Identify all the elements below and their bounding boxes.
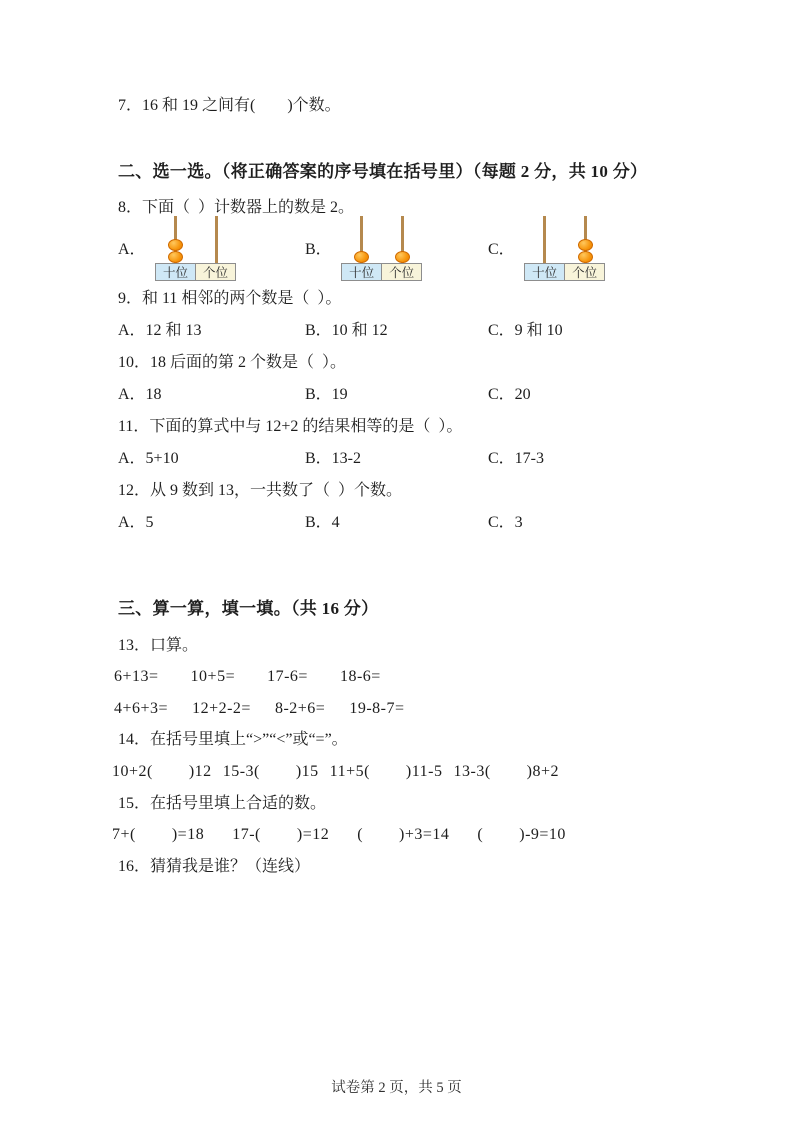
abacus-counter [524,216,606,281]
math-item: 18-6= [339,668,381,685]
counter-labels [155,263,236,281]
counter-rod [174,216,177,263]
math-item: 17-( )=12 [232,826,330,843]
question-13: 13．口算。 [118,637,199,654]
counter-rod [543,216,546,263]
question-8-counters [118,216,738,281]
abacus-counter [155,216,237,281]
question-15-line [112,825,566,845]
counter-letter: A． [118,241,146,258]
place-label-tens: 十位 [341,263,382,281]
math-item: 6+13= [114,668,159,685]
math-item: 10+2( )12 [112,763,212,780]
option: A．5+10 [118,450,179,467]
question-12: 12．从 9 数到 13，一共数了（ ）个数。 [118,482,403,499]
counter-bead [578,239,593,251]
question-15: 15．在括号里填上合适的数。 [118,795,327,812]
option: B．13-2 [305,450,362,467]
counter-rods [524,216,606,263]
place-label-tens: 十位 [155,263,196,281]
question-9: 9．和 11 相邻的两个数是（ ）。 [118,290,342,307]
counter-letter: C． [488,241,515,258]
place-label-ones: 个位 [564,263,605,281]
question-10-options [118,385,738,405]
question-10: 10．18 后面的第 2 个数是（ ）。 [118,354,347,371]
math-item: 12+2-2= [192,700,251,717]
counter-bead [168,251,183,263]
counter-labels [524,263,605,281]
question-12-options [118,513,738,533]
question-14-line [112,762,559,782]
math-item: 10+5= [190,668,236,685]
counter-bead [354,251,369,263]
place-label-ones: 个位 [195,263,236,281]
counter-option-c [488,216,738,281]
counter-rods [155,216,237,263]
counter-labels [341,263,422,281]
question-11: 11．下面的算式中与 12+2 的结果相等的是（ ）。 [118,418,463,435]
question-8: 8．下面（ ）计数器上的数是 2。 [118,199,355,216]
math-item: 7+( )=18 [112,826,205,843]
math-item: 11+5( )11-5 [329,763,443,780]
page-footer: 试卷第 2 页，共 5 页 [331,1080,462,1096]
option: B．19 [305,386,348,403]
counter-letter: B． [305,241,332,258]
section-3-title: 三、算一算，填一填。（共 16 分） [118,599,379,618]
option: C．20 [488,386,531,403]
question-13-line-1 [114,667,381,687]
math-item: 4+6+3= [114,700,169,717]
place-label-tens: 十位 [524,263,565,281]
abacus-counter [341,216,423,281]
math-item: 17-6= [267,668,308,685]
math-item: 19-8-7= [349,700,405,717]
counter-bead [395,251,410,263]
math-item: 15-3( )15 [222,763,319,780]
question-11-options [118,449,738,469]
counter-rod [401,216,404,263]
counter-rod [215,216,218,263]
math-item: 13-3( )8+2 [453,763,560,780]
math-item: ( )+3=14 [357,826,450,843]
option: B．4 [305,514,340,531]
question-13-line-2 [114,699,405,719]
section-2-title: 二、选一选。（将正确答案的序号填在括号里）（每题 2 分，共 10 分） [118,162,648,181]
option: C．9 和 10 [488,322,563,339]
question-16: 16．猜猜我是谁？（连线） [118,858,311,875]
question-9-options [118,321,738,341]
question-14: 14．在括号里填上“>”“<”或“=”。 [118,731,348,748]
counter-rod [584,216,587,263]
option: B．10 和 12 [305,322,388,339]
counter-rod [360,216,363,263]
option: C．3 [488,514,523,531]
math-item: ( )-9=10 [477,826,566,843]
counter-rods [341,216,423,263]
question-7: 7．16 和 19 之间有( )个数。 [118,97,341,114]
option: C．17-3 [488,450,545,467]
math-item: 8-2+6= [274,700,326,717]
counter-bead [578,251,593,263]
counter-option-b [305,216,488,281]
option: A．12 和 13 [118,322,202,339]
counter-bead [168,239,183,251]
counter-option-a [118,216,305,281]
place-label-ones: 个位 [381,263,422,281]
option: A．5 [118,514,154,531]
option: A．18 [118,386,162,403]
